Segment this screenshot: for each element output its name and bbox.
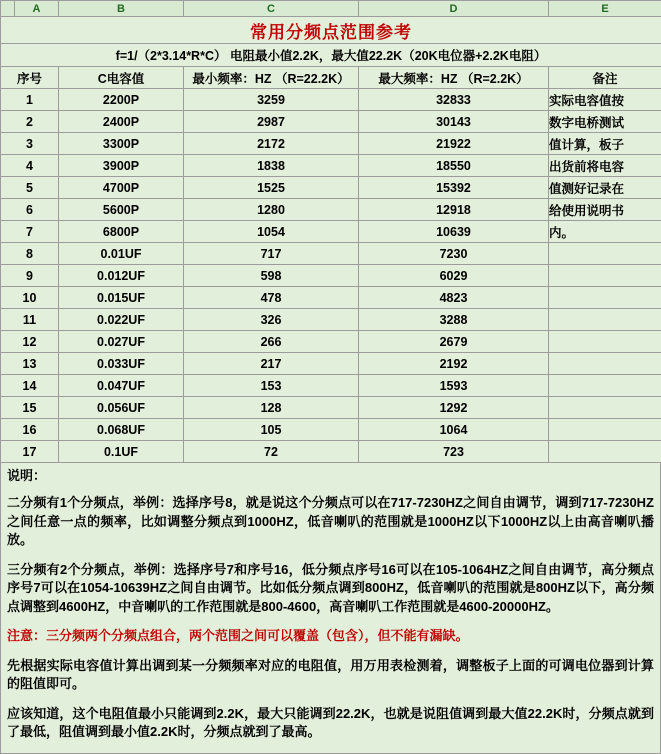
cell-max-frequency: 21922 — [359, 133, 549, 155]
cell-capacitance: 3300P — [59, 133, 184, 155]
header-max-frequency: 最大频率：HZ （R=2.2K） — [359, 67, 549, 89]
cell-capacitance: 5600P — [59, 199, 184, 221]
cell-min-frequency: 1525 — [184, 177, 359, 199]
cell-capacitance: 0.047UF — [59, 375, 184, 397]
cell-remark — [549, 243, 661, 265]
cell-max-frequency: 1292 — [359, 397, 549, 419]
cell-max-frequency: 12918 — [359, 199, 549, 221]
cell-remark: 内。 — [549, 221, 661, 243]
table-row — [1, 243, 661, 265]
table-row — [1, 353, 661, 375]
header-capacitance: C电容值 — [59, 67, 184, 89]
cell-max-frequency: 4823 — [359, 287, 549, 309]
table-row — [1, 441, 661, 463]
cell-index: 7 — [1, 221, 59, 243]
table-row — [1, 419, 661, 441]
cell-index: 2 — [1, 111, 59, 133]
cell-capacitance: 0.015UF — [59, 287, 184, 309]
cell-index: 16 — [1, 419, 59, 441]
note-paragraph-2: 三分频有2个分频点，举例：选择序号7和序号16，低分频点序号16可以在105-1064HZ之间自由调节，高分频点序号7可以在1054-10639HZ之间自由调节。比如低分频点调到800HZ，低音喇叭的范围就是800HZ以下，高分频点调整到4600HZ，中音喇叭的工作范围就是800-4600，高音喇叭工作范围就是4600-20000HZ。 — [7, 561, 654, 616]
cell-min-frequency: 1838 — [184, 155, 359, 177]
cell-index: 6 — [1, 199, 59, 221]
cell-max-frequency: 1064 — [359, 419, 549, 441]
page-title: 常用分频点范围参考 — [1, 17, 661, 44]
cell-min-frequency: 128 — [184, 397, 359, 419]
cell-index: 3 — [1, 133, 59, 155]
table-row — [1, 221, 661, 243]
cell-max-frequency: 3288 — [359, 309, 549, 331]
table-row — [1, 331, 661, 353]
cell-min-frequency: 3259 — [184, 89, 359, 111]
cell-max-frequency: 32833 — [359, 89, 549, 111]
table-row — [1, 265, 661, 287]
formula-row — [1, 44, 661, 67]
note-paragraph-5: 应该知道，这个电阻值最小只能调到2.2K，最大只能调到22.2K，也就是说阻值调到最大值22.2K时，分频点就到了最低，阻值调到最小值2.2K时，分频点就到了最高。 — [7, 705, 654, 742]
note-paragraph-3-warning: 注意：三分频两个分频点组合，两个范围之间可以覆盖（包含），但不能有漏缺。 — [7, 627, 654, 645]
table-row — [1, 199, 661, 221]
cell-remark: 数字电桥测试 — [549, 111, 661, 133]
cell-remark — [549, 441, 661, 463]
cell-max-frequency: 7230 — [359, 243, 549, 265]
cell-remark — [549, 287, 661, 309]
cell-capacitance: 0.012UF — [59, 265, 184, 287]
table-row — [1, 177, 661, 199]
cell-capacitance: 0.01UF — [59, 243, 184, 265]
cell-remark: 实际电容值按 — [549, 89, 661, 111]
cell-max-frequency: 18550 — [359, 155, 549, 177]
cell-capacitance: 0.027UF — [59, 331, 184, 353]
cell-index: 15 — [1, 397, 59, 419]
table-row — [1, 111, 661, 133]
notes-heading: 说明： — [7, 467, 654, 485]
cell-min-frequency: 217 — [184, 353, 359, 375]
select-all-corner[interactable] — [1, 1, 15, 17]
cell-min-frequency: 2987 — [184, 111, 359, 133]
column-header-e[interactable]: E — [549, 1, 661, 17]
cell-max-frequency: 10639 — [359, 221, 549, 243]
table-row — [1, 155, 661, 177]
column-header-b[interactable]: B — [59, 1, 184, 17]
cell-max-frequency: 2679 — [359, 331, 549, 353]
cell-remark: 给使用说明书 — [549, 199, 661, 221]
cell-max-frequency: 6029 — [359, 265, 549, 287]
table-row — [1, 375, 661, 397]
cell-max-frequency: 1593 — [359, 375, 549, 397]
cell-capacitance: 0.068UF — [59, 419, 184, 441]
cell-index: 8 — [1, 243, 59, 265]
title-row — [1, 17, 661, 44]
cell-remark — [549, 265, 661, 287]
table-row — [1, 89, 661, 111]
cell-capacitance: 0.1UF — [59, 441, 184, 463]
cell-remark — [549, 353, 661, 375]
header-index: 序号 — [1, 67, 59, 89]
cell-capacitance: 0.033UF — [59, 353, 184, 375]
cell-min-frequency: 266 — [184, 331, 359, 353]
cell-index: 17 — [1, 441, 59, 463]
table-row — [1, 309, 661, 331]
note-paragraph-1: 二分频有1个分频点，举例：选择序号8，就是说这个分频点可以在717-7230HZ之间自由调节，调到717-7230HZ之间任意一点的频率，比如调整分频点到1000HZ，低音喇叭的范围就是1000HZ以下1000HZ以上由高音喇叭播放。 — [7, 494, 654, 549]
column-header-c[interactable]: C — [184, 1, 359, 17]
cell-min-frequency: 153 — [184, 375, 359, 397]
formula-text: f=1/（2*3.14*R*C） 电阻最小值2.2K，最大值22.2K（20K电位器+2.2K电阻） — [1, 44, 661, 67]
cell-capacitance: 3900P — [59, 155, 184, 177]
table-row — [1, 287, 661, 309]
cell-capacitance: 2200P — [59, 89, 184, 111]
cell-index: 5 — [1, 177, 59, 199]
cell-min-frequency: 598 — [184, 265, 359, 287]
column-header-d[interactable]: D — [359, 1, 549, 17]
cell-min-frequency: 478 — [184, 287, 359, 309]
note-paragraph-4: 先根据实际电容值计算出调到某一分频频率对应的电阻值，用万用表检测着，调整板子上面的可调电位器到计算的阻值即可。 — [7, 657, 654, 694]
cell-index: 10 — [1, 287, 59, 309]
cell-min-frequency: 72 — [184, 441, 359, 463]
header-min-frequency: 最小频率：HZ （R=22.2K） — [184, 67, 359, 89]
cell-capacitance: 0.056UF — [59, 397, 184, 419]
column-header-row — [1, 1, 661, 17]
cell-remark — [549, 331, 661, 353]
cell-min-frequency: 1280 — [184, 199, 359, 221]
notes-section — [0, 463, 661, 754]
cell-min-frequency: 717 — [184, 243, 359, 265]
table-row — [1, 397, 661, 419]
cell-remark: 值测好记录在 — [549, 177, 661, 199]
cell-index: 4 — [1, 155, 59, 177]
cell-index: 9 — [1, 265, 59, 287]
cell-max-frequency: 2192 — [359, 353, 549, 375]
cell-min-frequency: 2172 — [184, 133, 359, 155]
cell-remark — [549, 419, 661, 441]
cell-remark: 出货前将电容 — [549, 155, 661, 177]
cell-remark — [549, 397, 661, 419]
cell-index: 14 — [1, 375, 59, 397]
cell-capacitance: 6800P — [59, 221, 184, 243]
cell-max-frequency: 30143 — [359, 111, 549, 133]
cell-capacitance: 2400P — [59, 111, 184, 133]
cell-index: 11 — [1, 309, 59, 331]
cell-index: 13 — [1, 353, 59, 375]
header-remark: 备注 — [549, 67, 661, 89]
cell-remark — [549, 375, 661, 397]
cell-index: 1 — [1, 89, 59, 111]
cell-min-frequency: 105 — [184, 419, 359, 441]
cell-max-frequency: 15392 — [359, 177, 549, 199]
table-header-row — [1, 67, 661, 89]
cell-index: 12 — [1, 331, 59, 353]
cell-min-frequency: 326 — [184, 309, 359, 331]
cell-max-frequency: 723 — [359, 441, 549, 463]
table-row — [1, 133, 661, 155]
column-header-a[interactable]: A — [15, 1, 59, 17]
cell-remark: 值计算，板子 — [549, 133, 661, 155]
cell-min-frequency: 1054 — [184, 221, 359, 243]
cell-remark — [549, 309, 661, 331]
cell-capacitance: 0.022UF — [59, 309, 184, 331]
cell-capacitance: 4700P — [59, 177, 184, 199]
